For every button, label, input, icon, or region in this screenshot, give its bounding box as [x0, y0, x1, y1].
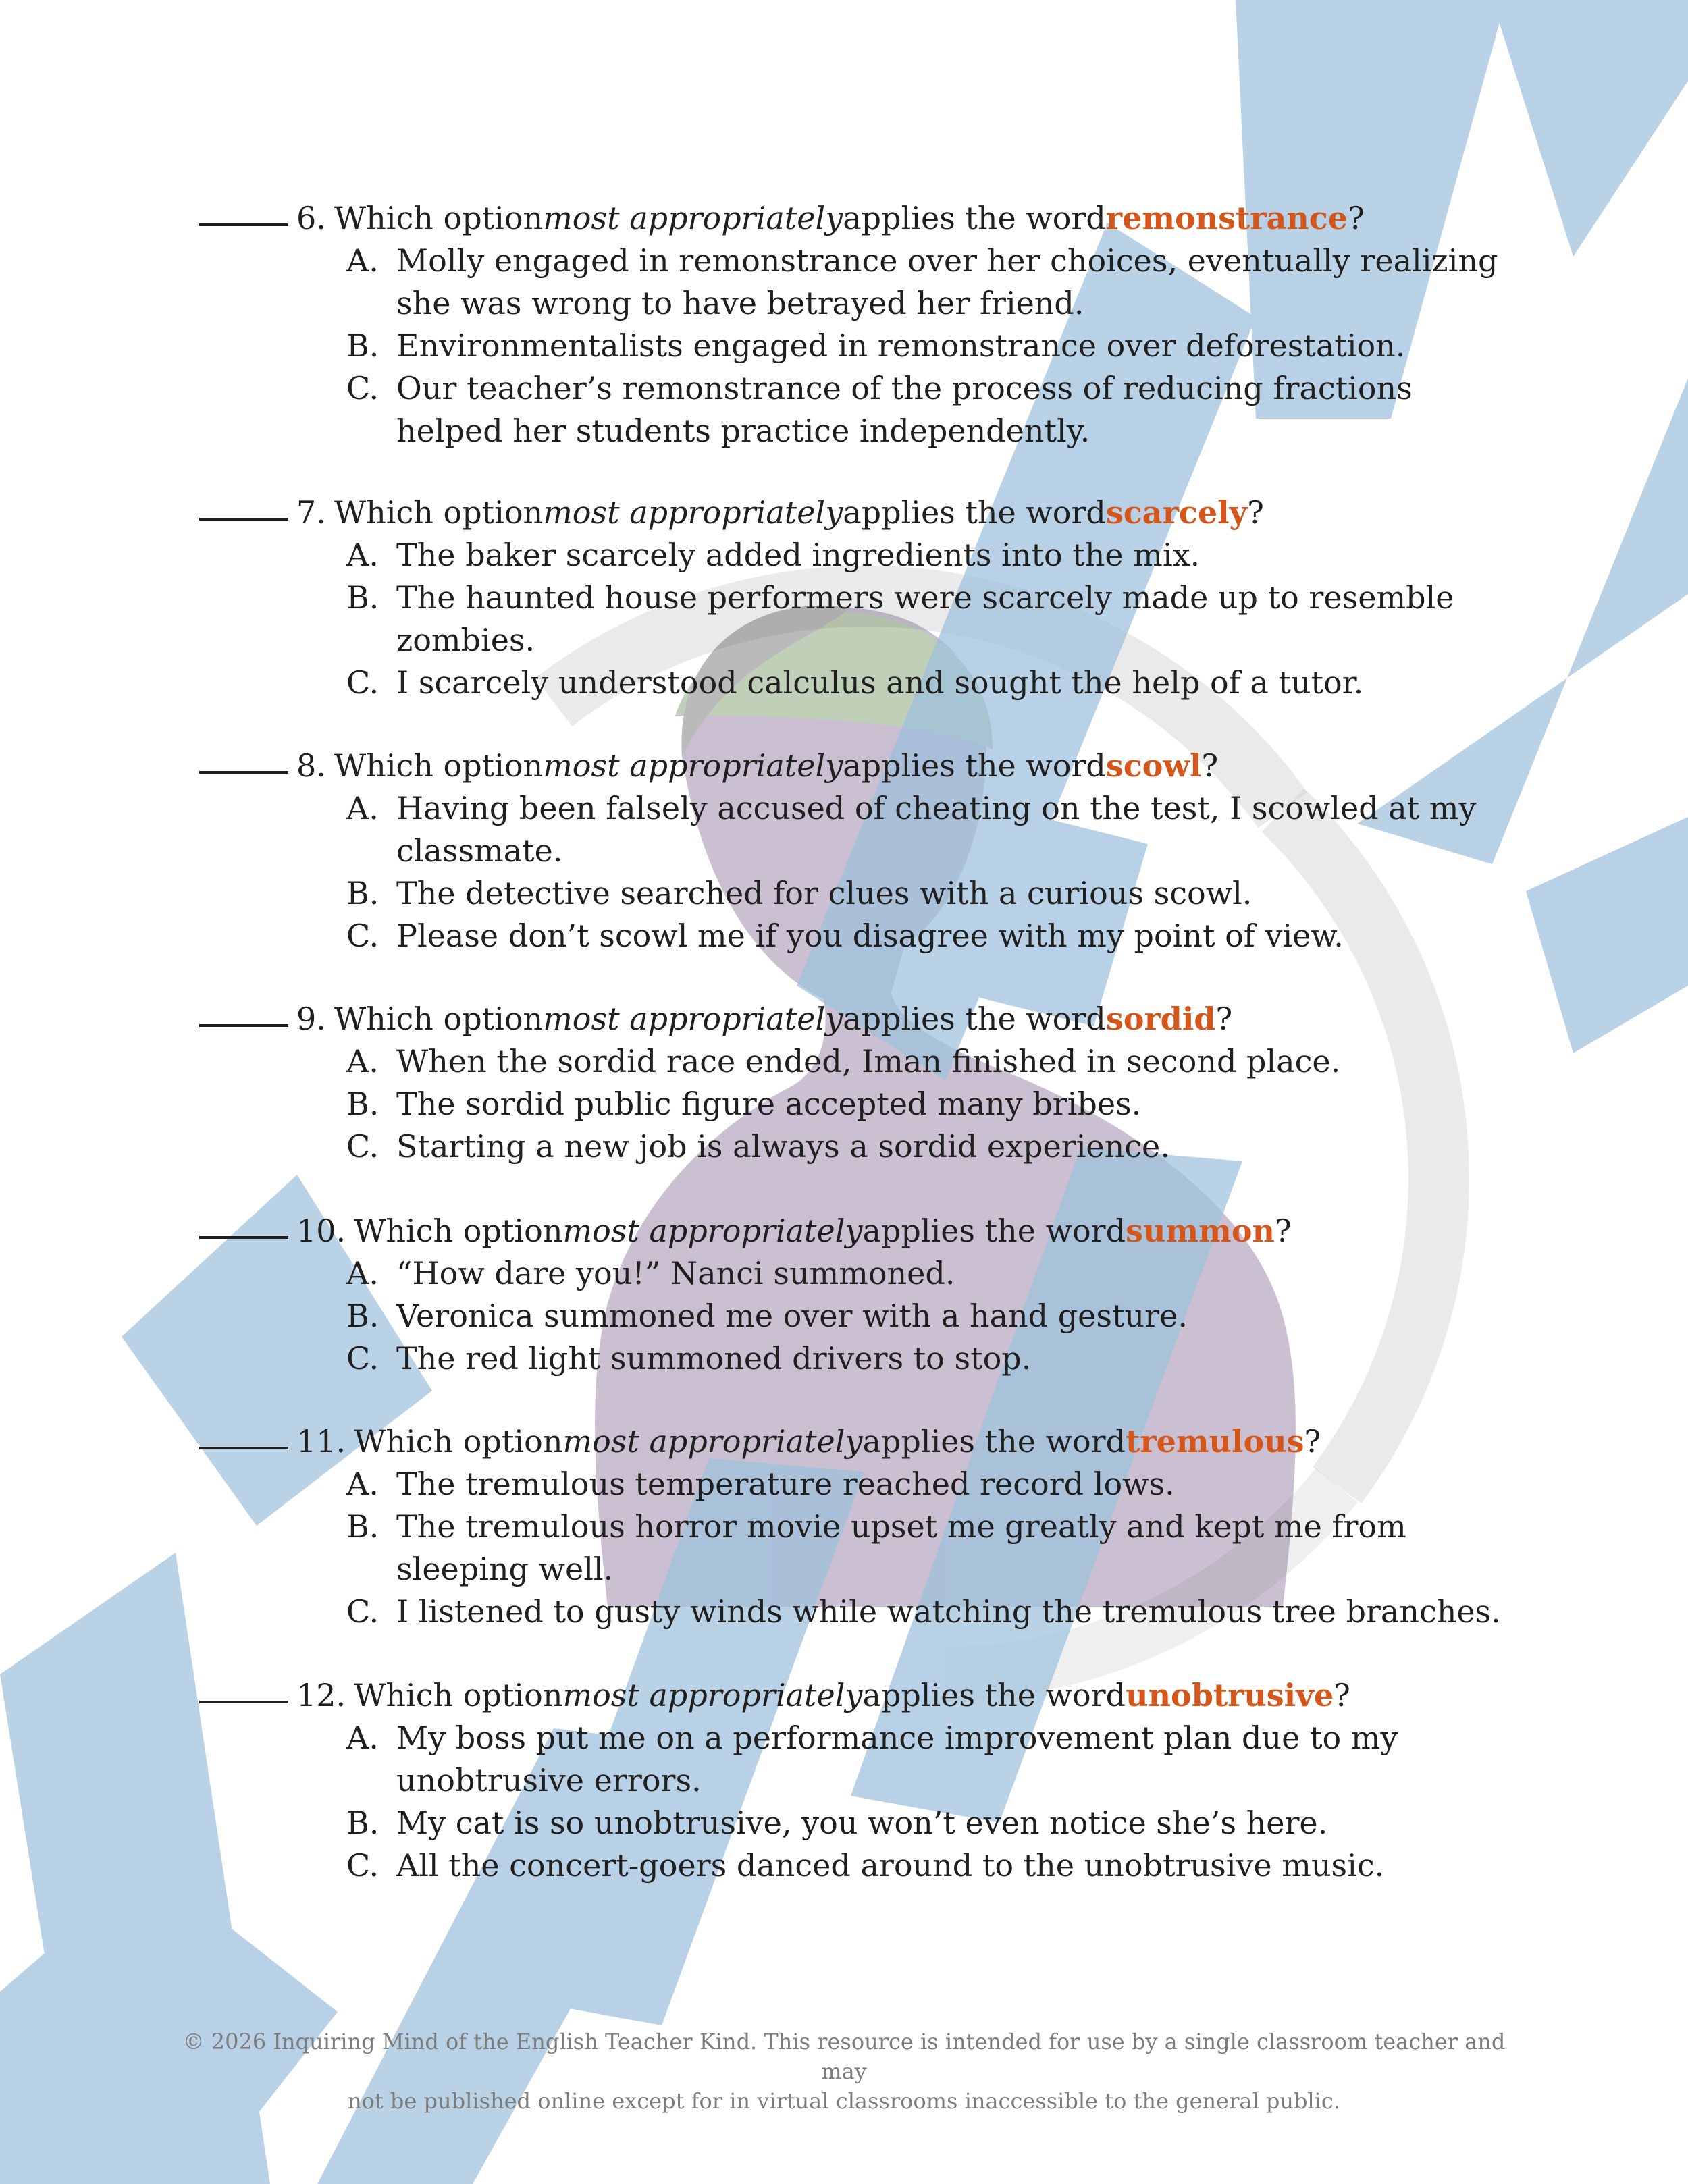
footer-line-2: not be published online except for in virtual classrooms inaccessible to the general public.: [348, 2088, 1340, 2114]
vocab-word: scowl: [1105, 747, 1202, 784]
option-c: C. Starting a new job is always a sordid experience.: [346, 1128, 1170, 1165]
question-stem: 8. Which option most appropriately applies the word scowl ?: [199, 745, 1516, 787]
question-number: 11.: [296, 1423, 346, 1460]
copyright-footer: [169, 2027, 1519, 2116]
answer-options: [346, 534, 1516, 704]
answer-blank[interactable]: [199, 771, 288, 774]
option-b: B. The sordid public figure accepted many bribes.: [346, 1086, 1142, 1122]
option-a: A. My boss put me on a performance improvement plan due to my unobtrusive errors.: [346, 1720, 1398, 1799]
question-8: [199, 745, 1516, 957]
option-c: C. I scarcely understood calculus and sought the help of a tutor.: [346, 664, 1364, 701]
option-b: B. My cat is so unobtrusive, you won’t even notice she’s here.: [346, 1805, 1328, 1841]
answer-blank[interactable]: [199, 1236, 288, 1239]
option-a: A. The tremulous temperature reached record lows.: [346, 1466, 1175, 1502]
answer-options: [346, 1717, 1516, 1887]
answer-blank[interactable]: [199, 1447, 288, 1449]
question-stem: 9. Which option most appropriately applies the word sordid ?: [199, 998, 1516, 1040]
option-b: B. The tremulous horror movie upset me greatly and kept me from sleeping well.: [346, 1508, 1406, 1587]
question-number: 7.: [296, 494, 326, 531]
question-12: [199, 1674, 1516, 1887]
question-number: 12.: [296, 1677, 346, 1713]
option-c: C. All the concert-goers danced around to the unobtrusive music.: [346, 1847, 1385, 1884]
question-stem: 6. Which option most appropriately applies the word remonstrance ?: [199, 197, 1516, 240]
vocab-word: scarcely: [1105, 494, 1248, 531]
question-stem: 11. Which option most appropriately applies the word tremulous ?: [199, 1420, 1516, 1463]
question-10: [199, 1210, 1516, 1380]
question-6: [199, 197, 1516, 452]
question-number: 10.: [296, 1213, 346, 1249]
answer-options: [346, 1040, 1516, 1168]
question-stem: 10. Which option most appropriately applies the word summon ?: [199, 1210, 1516, 1252]
option-c: C. Please don’t scowl me if you disagree with my point of view.: [346, 917, 1344, 954]
option-b: B. Veronica summoned me over with a hand gesture.: [346, 1298, 1188, 1334]
vocab-word: tremulous: [1126, 1423, 1304, 1460]
answer-blank[interactable]: [199, 223, 288, 226]
option-b: B. The detective searched for clues with a curious scowl.: [346, 875, 1252, 911]
answer-options: [346, 1463, 1516, 1633]
answer-options: [346, 240, 1516, 452]
vocab-word: summon: [1126, 1213, 1275, 1249]
vocab-word: sordid: [1105, 1001, 1216, 1037]
question-7: [199, 491, 1516, 704]
option-a: A. Having been falsely accused of cheating on the test, I scowled at my classmate.: [346, 790, 1477, 869]
option-c: C. I listened to gusty winds while watching the tremulous tree branches.: [346, 1593, 1501, 1630]
option-a: A. Molly engaged in remonstrance over her choices, eventually realizing she was wrong to have betrayed her friend.: [346, 242, 1498, 321]
option-a: A. “How dare you!” Nanci summoned.: [346, 1255, 955, 1291]
option-b: B. The haunted house performers were scarcely made up to resemble zombies.: [346, 579, 1454, 658]
question-number: 8.: [296, 747, 326, 784]
option-c: C. Our teacher’s remonstrance of the process of reducing fractions helped her students practice independently.: [346, 370, 1413, 449]
answer-options: [346, 1252, 1516, 1380]
answer-blank[interactable]: [199, 518, 288, 521]
answer-blank[interactable]: [199, 1701, 288, 1703]
question-number: 6.: [296, 200, 326, 236]
option-b: B. Environmentalists engaged in remonstrance over deforestation.: [346, 327, 1406, 364]
answer-blank[interactable]: [199, 1024, 288, 1027]
question-stem: 7. Which option most appropriately applies the word scarcely ?: [199, 491, 1516, 534]
question-11: [199, 1420, 1516, 1633]
question-number: 9.: [296, 1001, 326, 1037]
option-a: A. When the sordid race ended, Iman finished in second place.: [346, 1043, 1341, 1080]
question-stem: 12. Which option most appropriately applies the word unobtrusive ?: [199, 1674, 1516, 1717]
footer-line-1: © 2026 Inquiring Mind of the English Teacher Kind. This resource is intended for use by a single classroom teacher and may: [182, 2029, 1506, 2084]
option-a: A. The baker scarcely added ingredients into the mix.: [346, 537, 1201, 573]
answer-options: [346, 787, 1516, 957]
vocab-word: remonstrance: [1105, 200, 1348, 236]
vocab-word: unobtrusive: [1126, 1677, 1334, 1713]
question-9: [199, 998, 1516, 1168]
option-c: C. The red light summoned drivers to stop.: [346, 1340, 1032, 1377]
